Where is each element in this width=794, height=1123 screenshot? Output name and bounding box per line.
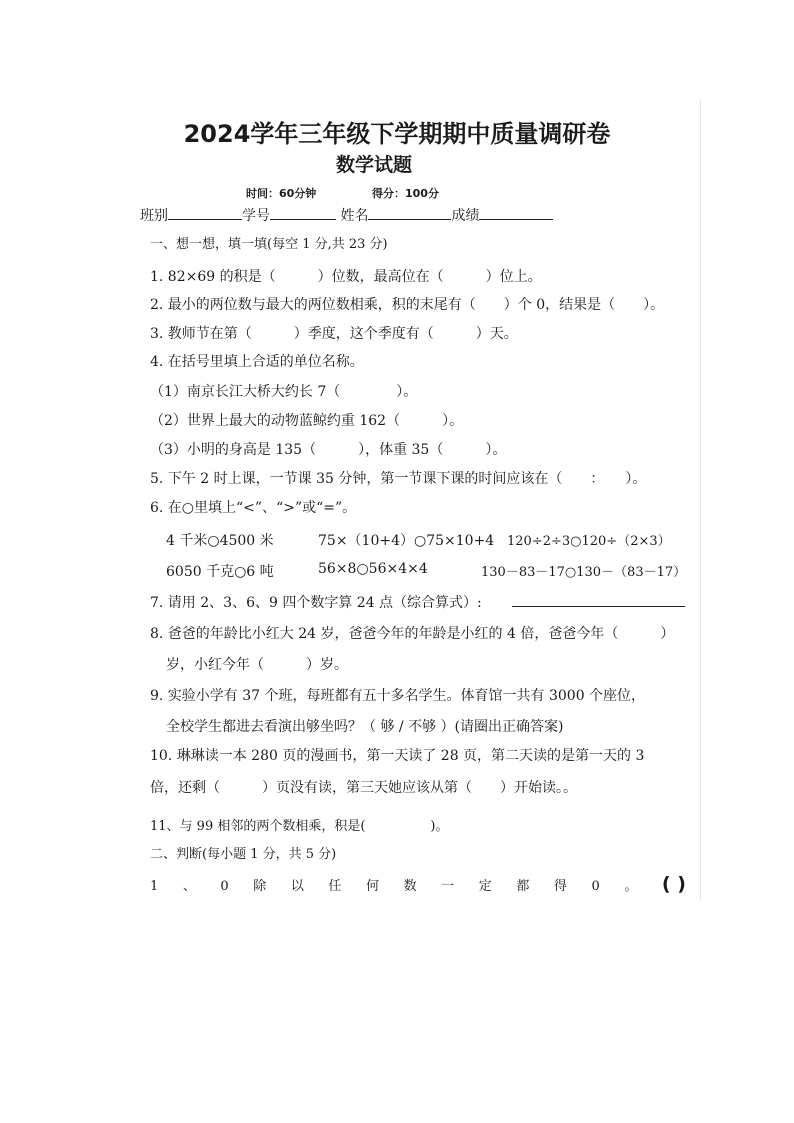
compare-item: 6050 千克○6 吨 (166, 564, 274, 580)
judge-char: 定 (478, 879, 492, 894)
judge-char: 得 (553, 879, 567, 894)
judge-char: 一 (441, 879, 455, 894)
judge-char: 都 (516, 879, 530, 894)
judge-char: 除 (253, 879, 267, 894)
question-1: 1. 82×69 的积是（ ）位数，最高位在（ ）位上。 (150, 269, 542, 285)
question-4-part-2: （2）世界上最大的动物蓝鲸约重 162（ ）。 (150, 413, 464, 429)
page-subtitle: 数学试题 (336, 154, 413, 176)
judge-char: 以 (290, 879, 304, 894)
judge-char: 。 (624, 879, 638, 894)
section1-heading: 一、想一想，填一填(每空 1 分,共 23 分) (150, 237, 388, 252)
grade-label: 成绩 (451, 208, 480, 224)
page-title: 2024学年三年级下学期期中质量调研卷 (183, 120, 611, 148)
question-2: 2. 最小的两位数与最大的两位数相乘，积的末尾有（ ）个 0，结果是（ ）。 (150, 297, 665, 313)
judge-char: 0 (220, 879, 229, 894)
name-label: 姓名 (340, 208, 369, 224)
page-edge-shadow (700, 100, 701, 900)
question-10-line-1: 10. 琳琳读一本 280 页的漫画书，第一天读了 28 页，第二天读的是第一天的 3 (150, 748, 645, 764)
question-11: 11、与 99 相邻的两个数相乘，积是( )。 (150, 819, 449, 834)
compare-item: 4 千米○4500 米 (166, 533, 274, 549)
question-9-line-2: 全校学生都进去看演出够坐吗？（ 够 / 不够 ）(请圈出正确答案) (166, 719, 564, 735)
question-10-line-2: 倍，还剩（ ）页没有读，第三天她应该从第（ ）开始读。。 (150, 780, 577, 796)
class-label: 班别 (140, 208, 168, 224)
question-8-line-1: 8. 爸爸的年龄比小红大 24 岁，爸爸今年的年龄是小红的 4 倍，爸爸今年（ ） (150, 626, 675, 642)
judge-char: 0 (591, 879, 600, 894)
judge-char: 何 (366, 879, 380, 894)
question-7 (150, 592, 482, 612)
question-6: 6. 在○里填上“<”、“>”或“=”。 (150, 500, 357, 516)
judge-char: 1 (150, 879, 159, 894)
question-5: 5. 下午 2 时上课，一节课 35 分钟，第一节课下课的时间应该在（ ： ）。 (150, 471, 647, 487)
class-field[interactable] (168, 206, 242, 220)
student-info-row (140, 205, 553, 225)
question-4: 4. 在括号里填上合适的单位名称。 (150, 354, 364, 370)
question-3: 3. 教师节在第（ ）季度，这个季度有（ ）天。 (150, 326, 518, 342)
exam-time: 时间：60分钟 (246, 187, 317, 200)
exam-total-score: 得分：100分 (372, 187, 439, 200)
student-number-label: 学号 (242, 208, 270, 224)
question-8-line-2: 岁，小红今年（ ）岁。 (166, 657, 348, 673)
name-field[interactable] (368, 206, 451, 220)
student-number-field[interactable] (270, 206, 336, 220)
question-9-line-1: 9. 实验小学有 37 个班，每班都有五十多名学生。体育馆一共有 3000 个座位， (150, 688, 646, 704)
compare-item: 75×（10+4）○75×10+4 (318, 533, 495, 549)
question-7-text: 7. 请用 2、3、6、9 四个数字算 24 点（综合算式）: (150, 595, 482, 611)
judge-question-1 (150, 873, 686, 895)
question-4-part-1: （1）南京长江大桥大约长 7（ ）。 (150, 384, 418, 400)
grade-field[interactable] (479, 206, 553, 220)
judge-char: 、 (182, 879, 196, 894)
judge-char: 数 (403, 879, 417, 894)
question-7-answer-line[interactable] (512, 606, 685, 607)
judge-answer-parentheses[interactable]: ( ) (661, 873, 686, 895)
compare-item: 120÷2÷3○120÷（2×3） (507, 534, 671, 549)
judge-char: 任 (328, 879, 342, 894)
question-4-part-3: （3）小明的身高是 135（ ），体重 35（ ）。 (150, 442, 507, 458)
compare-item: 56×8○56×4×4 (318, 561, 428, 577)
compare-item: 130－83－17○130－（83－17） (481, 565, 687, 580)
section2-heading: 二、判断(每小题 1 分，共 5 分) (150, 847, 337, 862)
